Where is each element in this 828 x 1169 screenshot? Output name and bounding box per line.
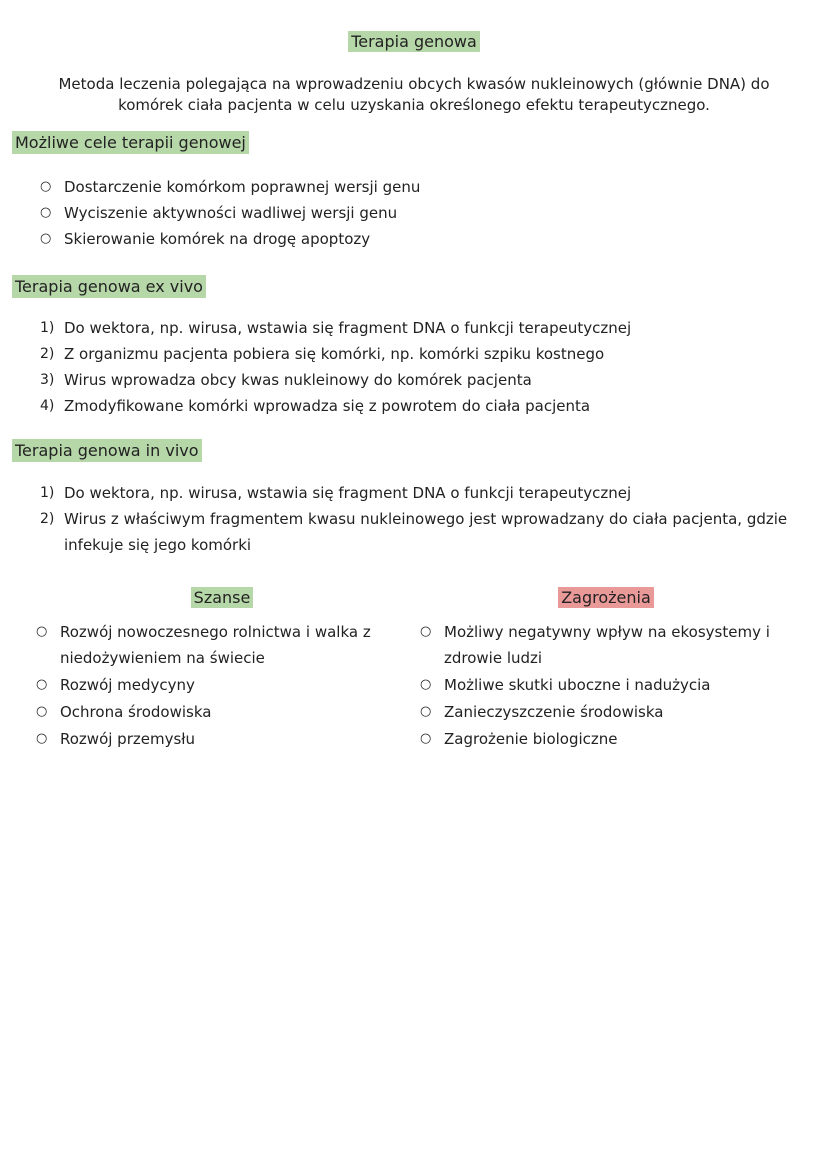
list-item: ○ Wyciszenie aktywności wadliwej wersji genu [14,200,420,226]
in-vivo-heading [12,441,202,460]
intro-paragraph: Metoda leczenia polegająca na wprowadzeniu obcych kwasów nukleinowych (głównie DNA) do komórek ciała pacjenta w celu uzyskania określonego efektu terapeutycznego. [58,75,770,114]
bullet-circle-icon: ○ [420,624,432,639]
in-vivo-heading-text: Terapia genowa in vivo [12,439,202,462]
list-item: ○ Dostarczenie komórkom poprawnej wersji genu [14,174,420,200]
bullet-circle-icon: ○ [40,231,52,246]
threats-heading-text: Zagrożenia [558,587,654,608]
list-item: ○ Możliwy negatywny wpływ na ekosystemy i zdrowie ludzi [416,619,791,671]
threats-column [416,588,796,753]
bullet-circle-icon: ○ [36,624,48,639]
bullet-circle-icon: ○ [36,677,48,692]
list-item: 2) Wirus z właściwym fragmentem kwasu nukleinowego jest wprowadzany do ciała pacjenta, gdzie infekuje się jego komórki [40,510,788,554]
bullet-circle-icon: ○ [420,704,432,719]
list-item: 1) Do wektora, np. wirusa, wstawia się fragment DNA o funkcji terapeutycznej [40,484,632,502]
list-item: ○ Rozwój przemysłu [32,726,382,752]
goals-heading [12,133,249,152]
threats-heading [416,588,796,607]
list-item: ○ Rozwój nowoczesnego rolnictwa i walka z niedożywieniem na świecie [32,619,382,671]
list-item: 1) Do wektora, np. wirusa, wstawia się fragment DNA o funkcji terapeutycznej [40,319,632,337]
list-item: 4) Zmodyfikowane komórki wprowadza się z powrotem do ciała pacjenta [40,397,591,415]
goals-list [14,174,420,252]
list-item: ○ Możliwe skutki uboczne i nadużycia [416,672,791,698]
chances-list [32,619,382,752]
list-item: ○ Rozwój medycyny [32,672,382,698]
list-item: ○ Ochrona środowiska [32,699,382,725]
page-title [0,32,828,51]
chances-heading [32,588,412,607]
bullet-circle-icon: ○ [420,731,432,746]
chances-heading-text: Szanse [191,587,254,608]
in-vivo-list [14,480,804,558]
bullet-circle-icon: ○ [36,731,48,746]
threats-list [416,619,791,752]
list-item: ○ Skierowanie komórek na drogę apoptozy [14,226,420,252]
list-item: 3) Wirus wprowadza obcy kwas nukleinowy do komórek pacjenta [40,371,532,389]
ex-vivo-heading [12,277,206,296]
bullet-circle-icon: ○ [420,677,432,692]
chances-column [32,588,412,753]
bullet-circle-icon: ○ [36,704,48,719]
bullet-circle-icon: ○ [40,205,52,220]
ex-vivo-list [14,315,631,419]
bullet-circle-icon: ○ [40,179,52,194]
page-title-text: Terapia genowa [348,31,480,52]
goals-heading-text: Możliwe cele terapii genowej [12,131,249,154]
list-item: ○ Zagrożenie biologiczne [416,726,791,752]
ex-vivo-heading-text: Terapia genowa ex vivo [12,275,206,298]
list-item: 2) Z organizmu pacjenta pobiera się komórki, np. komórki szpiku kostnego [40,345,605,363]
list-item: ○ Zanieczyszczenie środowiska [416,699,791,725]
